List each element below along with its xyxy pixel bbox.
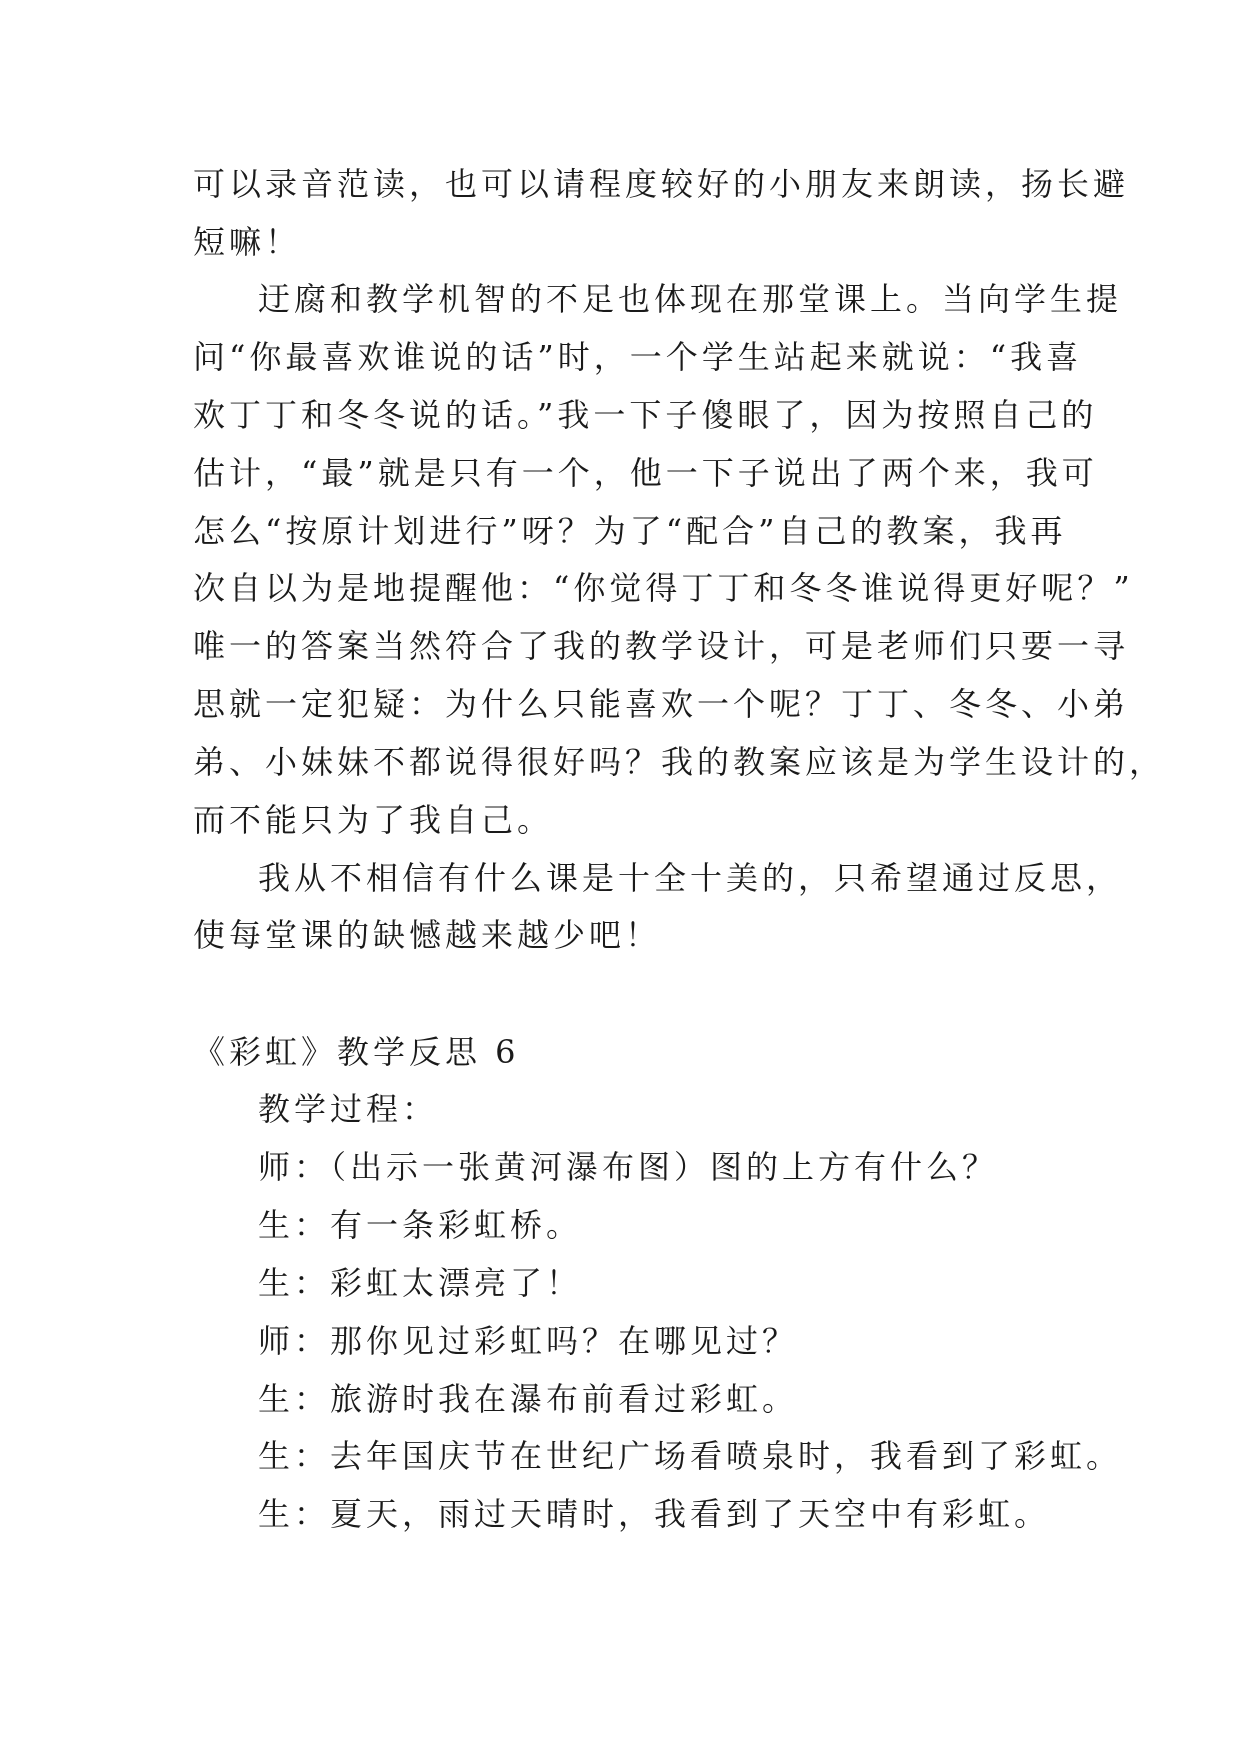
paragraph-line: 教学过程： [258,1090,439,1128]
paragraph-line: 短嘛！ [193,223,302,261]
dialogue-line: 师：（出示一张黄河瀑布图）图的上方有什么？ [258,1148,999,1186]
dialogue-line: 生：夏天，雨过天晴时，我看到了天空中有彩虹。 [258,1495,1051,1533]
dialogue-line: 生：旅游时我在瀑布前看过彩虹。 [258,1380,799,1418]
paragraph-line: 唯一的答案当然符合了我的教学设计，可是老师们只要一寻 [193,627,1130,665]
paragraph-line: 思就一定犯疑：为什么只能喜欢一个呢？丁丁、冬冬、小弟 [193,685,1130,723]
paragraph-line: 迂腐和教学机智的不足也体现在那堂课上。当向学生提 [258,280,1123,318]
section-title: 《彩虹》教学反思 6 [193,1033,520,1071]
dialogue-line: 生：去年国庆节在世纪广场看喷泉时，我看到了彩虹。 [258,1437,1123,1475]
paragraph-line: 而不能只为了我自己。 [193,801,554,839]
paragraph-line: 弟、小妹妹不都说得很好吗？我的教案应该是为学生设计的， [193,743,1166,781]
paragraph-line: 我从不相信有什么课是十全十美的，只希望通过反思， [258,859,1123,897]
paragraph-line: 可以录音范读，也可以请程度较好的小朋友来朗读，扬长避 [193,165,1130,203]
dialogue-line: 师：那你见过彩虹吗？在哪见过？ [258,1322,799,1360]
paragraph-line: 欢丁丁和冬冬说的话。”我一下子傻眼了，因为按照自己的 [193,396,1098,434]
dialogue-line: 生：彩虹太漂亮了！ [258,1264,583,1302]
paragraph-line: 使每堂课的缺憾越来越少吧！ [193,916,662,954]
paragraph-line: 怎么“按原计划进行”呀？为了“配合”自己的教案，我再 [193,512,1067,550]
paragraph-line: 次自以为是地提醒他：“你觉得丁丁和冬冬谁说得更好呢？” [193,569,1134,607]
paragraph-line: 问“你最喜欢谁说的话”时，一个学生站起来就说：“我喜 [193,338,1083,376]
dialogue-line: 生：有一条彩虹桥。 [258,1206,583,1244]
paragraph-line: 估计，“最”就是只有一个，他一下子说出了两个来，我可 [193,454,1098,492]
